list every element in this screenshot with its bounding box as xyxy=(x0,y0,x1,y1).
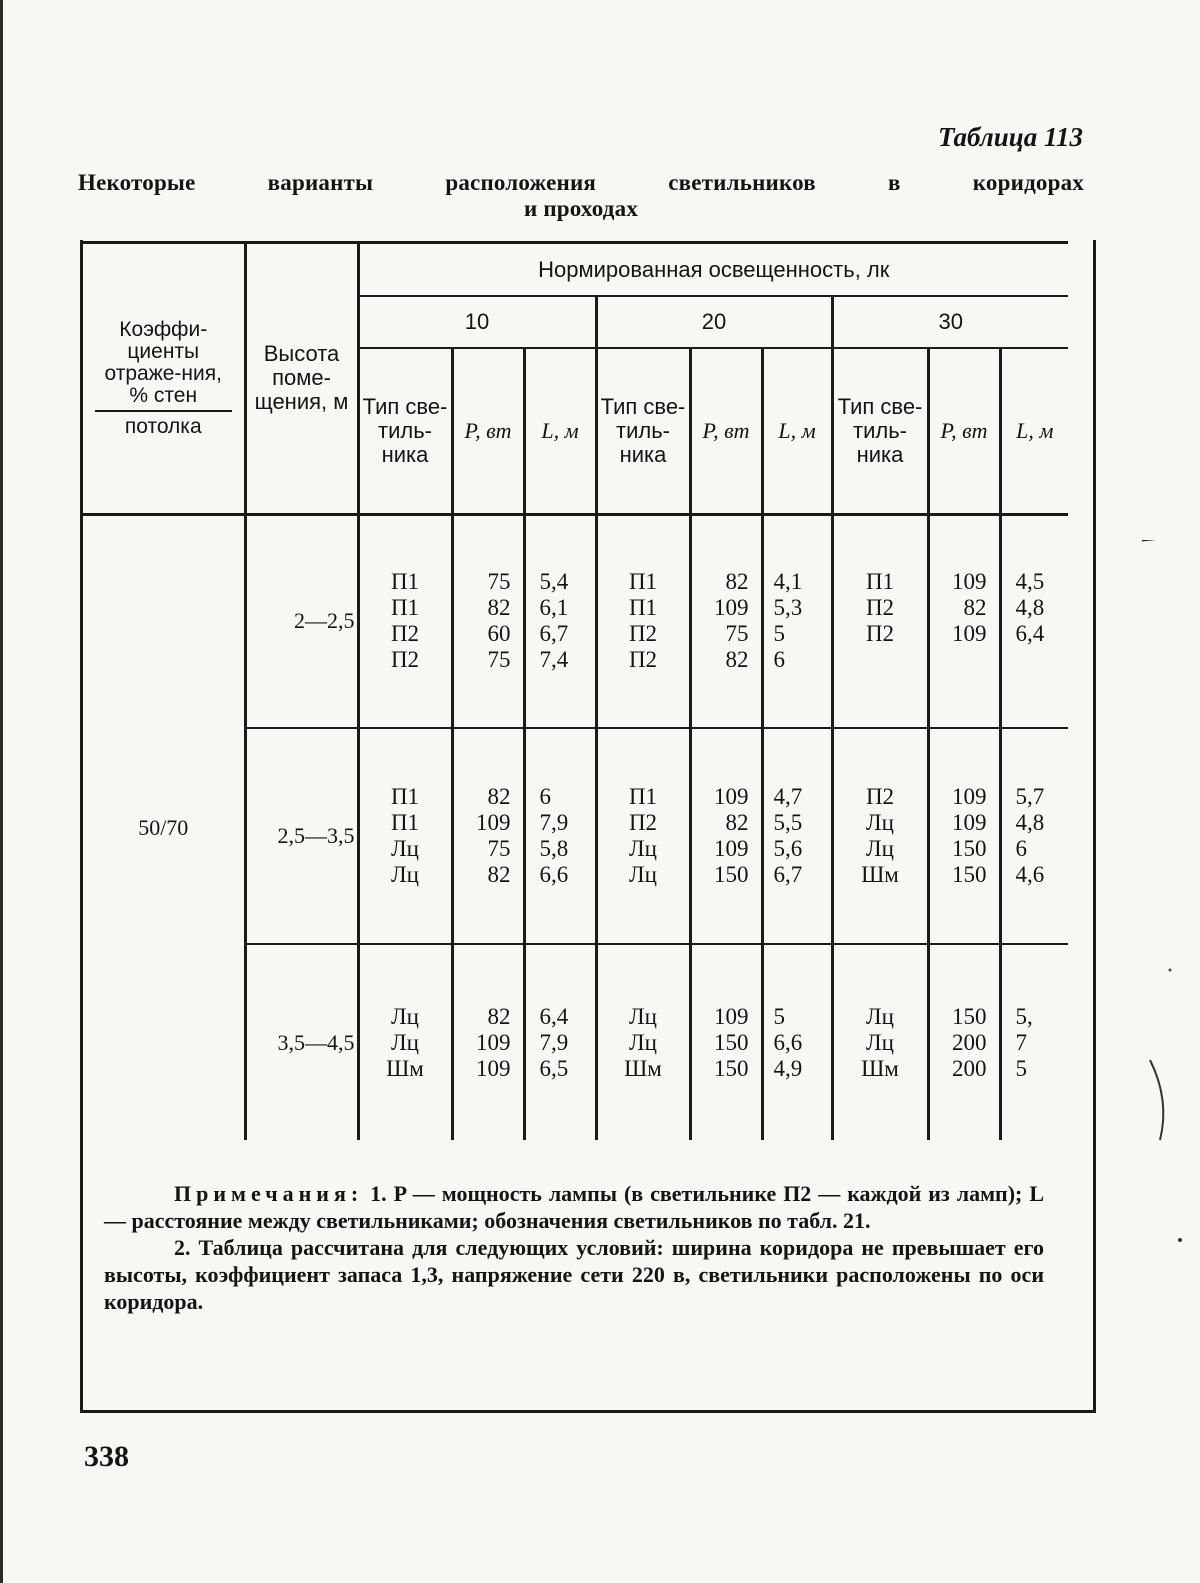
header-height: Высота поме-щения, м xyxy=(245,244,358,514)
note-1 xyxy=(104,1180,1044,1234)
power-cell: 109 150 150 xyxy=(690,944,762,1140)
header-illuminance: Нормированная освещенность, лк xyxy=(358,244,1068,296)
distance-cell: 6,4 7,9 6,5 xyxy=(524,944,596,1140)
table-row xyxy=(83,514,1068,728)
type-cell: П1 П2 Лц Лц xyxy=(596,728,690,944)
type-cell: П1 П2 П2 xyxy=(832,514,928,728)
power-cell: 109 109 150 150 xyxy=(928,728,1000,944)
type-cell: П1 П1 Лц Лц xyxy=(358,728,452,944)
distance-cell: 4,7 5,5 5,6 6,7 xyxy=(762,728,832,944)
title-line-1: Некоторые варианты расположения светильников в коридорах xyxy=(78,170,1084,195)
type-cell: П1 П1 П2 П2 xyxy=(596,514,690,728)
header-l-20: L, м xyxy=(762,348,832,514)
power-cell: 109 82 109 150 xyxy=(690,728,762,944)
page-number: 338 xyxy=(84,1440,129,1473)
height-cell: 2—2,5 xyxy=(245,514,358,728)
power-cell: 75 82 60 75 xyxy=(452,514,524,728)
table-label: Таблица 113 xyxy=(938,122,1083,152)
height-cell: 3,5—4,5 xyxy=(245,944,358,1140)
title-line-2: и проходах xyxy=(523,196,639,221)
type-cell: П1 П1 П2 П2 xyxy=(358,514,452,728)
type-cell: Лц Лц Шм xyxy=(358,944,452,1140)
header-type-30: Тип све-тиль-ника xyxy=(832,348,928,514)
header-p-20: P, вт xyxy=(690,348,762,514)
distance-cell: 5,7 4,8 6 4,6 xyxy=(1000,728,1068,944)
header-type-10: Тип све-тиль-ника xyxy=(358,348,452,514)
power-cell: 82 109 75 82 xyxy=(452,728,524,944)
header-l-10: L, м xyxy=(524,348,596,514)
distance-cell: 4,5 4,8 6,4 xyxy=(1000,514,1068,728)
header-coef-ceiling: потолка xyxy=(124,414,202,438)
distance-cell: 6 7,9 5,8 6,6 xyxy=(524,728,596,944)
header-coef-walls: Коэффи-циенты отраже-ния, % стен xyxy=(95,319,232,412)
header-level-30: 30 xyxy=(832,296,1068,348)
header-p-30: P, вт xyxy=(928,348,1000,514)
power-cell: 150 200 200 xyxy=(928,944,1000,1140)
type-cell: П2 Лц Лц Шм xyxy=(832,728,928,944)
height-cell: 2,5—3,5 xyxy=(245,728,358,944)
power-cell: 109 82 109 xyxy=(928,514,1000,728)
coefficient-cell: 50/70 xyxy=(138,814,189,840)
distance-cell: 4,1 5,3 5 6 xyxy=(762,514,832,728)
note-1-text: 1. P — мощность лампы (в светильнике П2 — каждой из ламп); L — расстояние между светильниками; обозначения светильников по табл. 21. xyxy=(104,1181,1044,1233)
distance-cell: 5, 7 5 xyxy=(1000,944,1068,1140)
header-type-20: Тип све-тиль-ника xyxy=(596,348,690,514)
header-level-10: 10 xyxy=(358,296,596,348)
distance-cell: 5 6,6 4,9 xyxy=(762,944,832,1140)
scan-edge xyxy=(0,0,3,1583)
power-cell: 82 109 75 82 xyxy=(690,514,762,728)
notes-label: Примечания: xyxy=(174,1181,364,1206)
type-cell: Лц Лц Шм xyxy=(596,944,690,1140)
table-notes xyxy=(104,1180,1044,1315)
data-table xyxy=(83,244,1068,1140)
header-p-10: P, вт xyxy=(452,348,524,514)
scan-noise xyxy=(1140,540,1200,1540)
type-cell: Лц Лц Шм xyxy=(832,944,928,1140)
header-coefficients xyxy=(83,244,245,514)
table-title xyxy=(78,170,1084,222)
header-l-30: L, м xyxy=(1000,348,1068,514)
header-level-20: 20 xyxy=(596,296,832,348)
note-2: 2. Таблица рассчитана для следующих условий: ширина коридора не превышает его высоты, коэффициент запаса 1,3, напряжение сети 220 в, светильники расположены по оси коридора. xyxy=(104,1235,1044,1314)
power-cell: 82 109 109 xyxy=(452,944,524,1140)
distance-cell: 5,4 6,1 6,7 7,4 xyxy=(524,514,596,728)
